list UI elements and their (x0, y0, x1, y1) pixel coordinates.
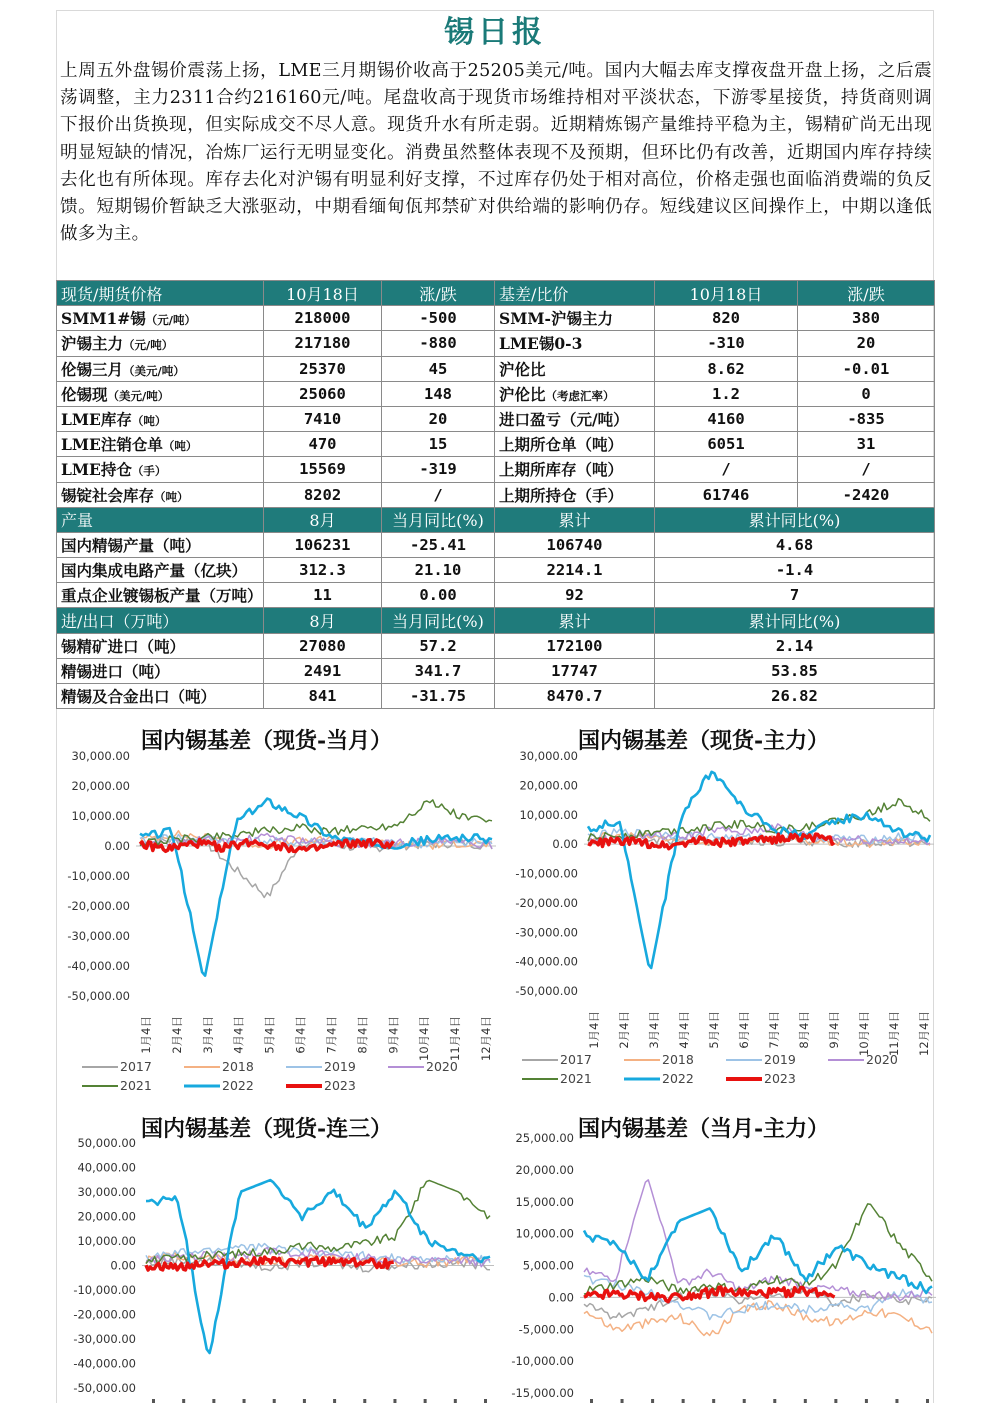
basis-label-text: SMM-沪锡主力 (499, 309, 613, 329)
trade-label-text: 锡精矿进口（吨） (61, 636, 186, 656)
basis-label-text: 沪伦比 (499, 359, 546, 379)
basis-change: / (798, 457, 935, 482)
chart-svg (56, 1108, 496, 1403)
basis-label (495, 432, 655, 457)
y-tick-label: -20,000.00 (515, 895, 578, 910)
x-tick-label: 7月4日 (767, 1011, 781, 1049)
y-tick-label: 10,000.00 (519, 807, 578, 822)
series-line-2021 (584, 1204, 932, 1294)
price-header-cell: 基差/比价 (495, 281, 655, 306)
basis-chart (56, 1108, 496, 1403)
price-change: 20 (382, 406, 495, 431)
price-label (57, 306, 264, 331)
basis-label (495, 406, 655, 431)
price-header-cell: 涨/跌 (382, 281, 495, 306)
production-header-row (57, 507, 935, 532)
price-value: 15569 (264, 457, 382, 482)
production-cumulative-yoy: -1.4 (655, 558, 935, 583)
production-month: 11 (264, 583, 382, 608)
trade-cumulative: 172100 (495, 633, 655, 658)
price-header-cell: 10月18日 (655, 281, 798, 306)
x-tick-label: 5月4日 (707, 1011, 721, 1049)
price-label (57, 331, 264, 356)
x-tick-mark (926, 1399, 929, 1403)
legend-label: 2018 (662, 1052, 694, 1067)
y-tick-label: -10,000.00 (515, 866, 578, 881)
production-yoy: 0.00 (382, 583, 495, 608)
y-tick-label: -30,000.00 (67, 929, 130, 943)
basis-label-text: 进口盈亏（元/吨） (499, 410, 629, 430)
trade-label-text: 精锡及合金出口（吨） (61, 687, 217, 707)
trade-header-row (57, 608, 935, 633)
x-tick-mark (773, 1399, 776, 1403)
y-tick-label: -50,000.00 (515, 984, 578, 998)
trade-label (57, 658, 264, 683)
trade-header-cell: 当月同比(%) (382, 608, 495, 633)
price-value: 7410 (264, 406, 382, 431)
basis-label (495, 482, 655, 507)
chart-title: 国内锡基差（现货-连三） (141, 1116, 393, 1142)
price-value: 25060 (264, 381, 382, 406)
x-tick-label: 10月4日 (417, 1016, 432, 1061)
table-row (57, 583, 935, 608)
trade-label (57, 684, 264, 709)
y-tick-label: 0.00 (104, 839, 130, 853)
x-tick-mark (834, 1399, 837, 1403)
trade-yoy: 57.2 (382, 633, 495, 658)
table-row (57, 684, 935, 709)
x-tick-mark (212, 1399, 215, 1403)
x-tick-label: 1月4日 (139, 1016, 153, 1054)
x-tick-label: 10月4日 (857, 1011, 871, 1056)
x-tick-label: 4月4日 (231, 1016, 246, 1054)
x-tick-mark (804, 1399, 807, 1403)
report-title: 锡日报 (444, 15, 546, 50)
price-change: / (382, 482, 495, 507)
x-tick-mark (895, 1399, 898, 1403)
price-label-unit: （美元/吨） (107, 388, 170, 403)
chart-title: 国内锡基差（现货-主力） (578, 728, 830, 754)
production-label-text: 国内精锡产量（吨） (61, 535, 201, 555)
trade-header-cell: 累计 (495, 608, 655, 633)
production-cumulative: 92 (495, 583, 655, 608)
price-label-text: 伦锡现 (61, 384, 108, 404)
y-tick-label: -40,000.00 (73, 1356, 136, 1371)
x-tick-mark (363, 1399, 366, 1403)
table-row (57, 356, 935, 381)
price-value: 470 (264, 432, 382, 457)
basis-label (495, 331, 655, 356)
y-tick-label: -50,000.00 (67, 989, 130, 1003)
price-label (57, 356, 264, 381)
y-tick-label: 50,000.00 (77, 1136, 136, 1150)
price-header-cell: 现货/期货价格 (57, 281, 264, 306)
trade-cumulative: 8470.7 (495, 684, 655, 709)
x-tick-label: 8月4日 (797, 1011, 811, 1049)
trade-yoy: 341.7 (382, 658, 495, 683)
legend-label: 2017 (120, 1059, 152, 1074)
price-label-text: 沪锡主力 (61, 334, 124, 354)
legend-label: 2020 (866, 1052, 898, 1067)
price-label-text: 伦锡三月 (61, 359, 124, 379)
table-row (57, 381, 935, 406)
price-value: 25370 (264, 356, 382, 381)
price-label-unit: （美元/吨） (123, 363, 185, 378)
basis-change: -2420 (798, 482, 935, 507)
production-header-cell: 当月同比(%) (382, 507, 495, 532)
trade-month: 2491 (264, 658, 382, 683)
x-tick-label: 2月4日 (169, 1016, 184, 1054)
table-row (57, 633, 935, 658)
price-change: -880 (382, 331, 495, 356)
y-tick-label: 20,000.00 (515, 1162, 574, 1177)
trade-month: 27080 (264, 633, 382, 658)
market-summary: 上周五外盘锡价震荡上扬，LME三月期锡价收高于25205美元/吨。国内大幅去库支撑夜盘开盘上扬，之后震荡调整，主力2311合约216160元/吨。尾盘收高于现货市场维持相对平淡状态，下游零星接货，持货商则调下报价出货换现，但实际成交不尽人意。现货升水有所走弱。近期精炼锡产量维持平稳为主，锡精矿尚无出现明显短缺的情况，冶炼厂运行无明显变化。消费虽然整体表现不及预期，但环比仍有改善，近期国内库存持续去化也有所体现。库存去化对沪锡有明显利好支撑，不过库存仍处于相对高位，价格走强也面临消费端的负反馈。短期锡价暂缺乏大涨驱动，中期看缅甸佤邦禁矿对供给端的影响仍存。短线建议区间操作上，中期以逢低做多为主。 (60, 61, 932, 245)
basis-value: 6051 (655, 432, 798, 457)
production-month: 312.3 (264, 558, 382, 583)
y-tick-label: -30,000.00 (515, 925, 578, 940)
x-tick-mark (865, 1399, 868, 1403)
price-change: -500 (382, 306, 495, 331)
chart-svg (496, 1108, 936, 1403)
price-label-text: 锡锭社会库存 (61, 485, 155, 505)
production-header-cell: 累计同比(%) (655, 507, 935, 532)
trade-label-text: 精锡进口（吨） (61, 661, 170, 681)
y-tick-label: -5,000.00 (518, 1322, 574, 1337)
legend-label: 2023 (764, 1071, 796, 1086)
chart-title: 国内锡基差（当月-主力） (578, 1116, 830, 1142)
x-tick-mark (424, 1399, 427, 1403)
y-tick-label: 0.00 (552, 837, 578, 852)
price-label-text: SMM1#锡 (61, 309, 146, 329)
price-change: 148 (382, 381, 495, 406)
trade-header-cell: 进/出口（万吨） (57, 608, 264, 633)
basis-value: / (655, 457, 798, 482)
production-label-text: 国内集成电路产量（亿块） (61, 561, 248, 581)
y-tick-label: 20,000.00 (519, 778, 578, 793)
x-tick-label: 4月4日 (677, 1011, 691, 1049)
table-row (57, 457, 935, 482)
price-label-unit: （元/吨） (145, 313, 196, 328)
x-tick-label: 5月4日 (262, 1016, 277, 1054)
table-row (57, 406, 935, 431)
production-label (57, 583, 264, 608)
y-tick-label: -50,000.00 (73, 1381, 136, 1395)
legend-label: 2018 (222, 1059, 254, 1074)
price-label (57, 457, 264, 482)
x-tick-mark (182, 1399, 185, 1403)
legend-label: 2017 (560, 1052, 592, 1067)
price-label (57, 482, 264, 507)
table-row (57, 331, 935, 356)
x-tick-mark (243, 1399, 246, 1403)
legend-label: 2019 (324, 1059, 356, 1074)
x-tick-label: 7月4日 (324, 1016, 339, 1054)
x-tick-label: 2月4日 (617, 1011, 631, 1049)
legend-label: 2023 (324, 1078, 356, 1093)
production-yoy: -25.41 (382, 532, 495, 557)
trade-yoy: -31.75 (382, 684, 495, 709)
y-tick-label: 40,000.00 (77, 1160, 136, 1175)
basis-chart (496, 1108, 936, 1403)
price-label (57, 406, 264, 431)
y-tick-label: -30,000.00 (73, 1332, 136, 1346)
trade-cumulative: 17747 (495, 658, 655, 683)
trade-header-cell: 8月 (264, 608, 382, 633)
y-tick-label: -10,000.00 (511, 1354, 574, 1369)
trade-month: 841 (264, 684, 382, 709)
production-cumulative-yoy: 4.68 (655, 532, 935, 557)
y-tick-label: -40,000.00 (67, 959, 130, 973)
basis-chart (56, 718, 496, 1100)
x-tick-mark (152, 1399, 155, 1403)
price-header-row (57, 281, 935, 306)
basis-label (495, 306, 655, 331)
x-tick-mark (651, 1399, 654, 1403)
x-tick-label: 12月4日 (917, 1011, 931, 1056)
y-tick-label: -10,000.00 (73, 1283, 136, 1297)
basis-label (495, 381, 655, 406)
x-tick-mark (393, 1399, 396, 1403)
basis-label-text: 上期所库存（吨） (499, 460, 624, 480)
y-tick-label: 0.00 (548, 1290, 574, 1305)
y-tick-label: 15,000.00 (515, 1194, 574, 1209)
y-tick-label: -40,000.00 (515, 954, 578, 969)
table-row (57, 658, 935, 683)
y-tick-label: -20,000.00 (73, 1307, 136, 1322)
x-tick-label: 11月4日 (448, 1016, 463, 1061)
production-cumulative-yoy: 7 (655, 583, 935, 608)
basis-change: 31 (798, 432, 935, 457)
table-row (57, 532, 935, 557)
x-tick-label: 11月4日 (887, 1011, 901, 1056)
legend-label: 2021 (560, 1071, 592, 1086)
trade-cumulative-yoy: 53.85 (655, 658, 935, 683)
price-label-unit: （吨） (131, 414, 167, 429)
price-label-unit: （手） (131, 464, 167, 479)
x-tick-label: 1月4日 (587, 1011, 601, 1049)
basis-label (495, 457, 655, 482)
x-tick-mark (682, 1399, 685, 1403)
production-label (57, 532, 264, 557)
basis-label-text: 上期所仓单（吨） (499, 435, 624, 455)
price-header-cell: 10月18日 (264, 281, 382, 306)
x-tick-label: 6月4日 (293, 1016, 308, 1054)
basis-label (495, 356, 655, 381)
production-month: 106231 (264, 532, 382, 557)
legend-label: 2020 (426, 1059, 458, 1074)
basis-change: -0.01 (798, 356, 935, 381)
x-tick-mark (484, 1399, 487, 1403)
price-label (57, 381, 264, 406)
x-tick-mark (743, 1399, 746, 1403)
trade-header-cell: 累计同比(%) (655, 608, 935, 633)
x-tick-label: 3月4日 (647, 1011, 661, 1049)
production-yoy: 21.10 (382, 558, 495, 583)
price-change: 45 (382, 356, 495, 381)
basis-value: 8.62 (655, 356, 798, 381)
x-tick-mark (590, 1399, 593, 1403)
price-label-unit: （吨） (162, 439, 198, 454)
price-change: -319 (382, 457, 495, 482)
price-value: 8202 (264, 482, 382, 507)
x-tick-mark (621, 1399, 624, 1403)
table-row (57, 482, 935, 507)
x-tick-label: 3月4日 (200, 1016, 215, 1054)
x-tick-label: 8月4日 (355, 1016, 370, 1054)
basis-value: 820 (655, 306, 798, 331)
price-label (57, 432, 264, 457)
basis-label-text: 上期所持仓（手） (499, 485, 624, 505)
production-header-cell: 产量 (57, 507, 264, 532)
production-cumulative: 2214.1 (495, 558, 655, 583)
legend-label: 2021 (120, 1078, 152, 1093)
chart-title: 国内锡基差（现货-当月） (141, 728, 393, 754)
y-tick-label: 25,000.00 (515, 1131, 574, 1145)
basis-chart (496, 718, 936, 1100)
basis-change: 0 (798, 381, 935, 406)
price-change: 15 (382, 432, 495, 457)
basis-value: 1.2 (655, 381, 798, 406)
data-table (56, 280, 935, 709)
basis-change: 20 (798, 331, 935, 356)
chart-svg (496, 718, 936, 1100)
x-tick-label: 6月4日 (737, 1011, 751, 1049)
price-label-unit: （吨） (154, 489, 189, 504)
series-line-2021 (146, 1181, 490, 1264)
basis-label-text: LME锡0-3 (499, 334, 583, 354)
x-tick-mark (303, 1399, 306, 1403)
trade-cumulative-yoy: 2.14 (655, 633, 935, 658)
y-tick-label: -20,000.00 (67, 899, 130, 913)
production-label (57, 558, 264, 583)
x-tick-mark (333, 1399, 336, 1403)
y-tick-label: 30,000.00 (77, 1185, 136, 1199)
series-line-2022 (588, 772, 930, 968)
legend-label: 2022 (222, 1078, 254, 1093)
y-tick-label: 30,000.00 (71, 749, 130, 763)
price-label-text: LME注销仓单 (61, 435, 163, 455)
trade-label (57, 633, 264, 658)
x-tick-mark (712, 1399, 715, 1403)
production-header-cell: 累计 (495, 507, 655, 532)
price-value: 218000 (264, 306, 382, 331)
production-header-cell: 8月 (264, 507, 382, 532)
price-label-text: LME库存 (61, 410, 132, 430)
series-line-2022 (140, 799, 492, 976)
x-tick-label: 9月4日 (827, 1011, 841, 1049)
x-tick-mark (454, 1399, 457, 1403)
production-cumulative: 106740 (495, 532, 655, 557)
y-tick-label: 10,000.00 (77, 1234, 136, 1248)
series-line-2023 (140, 839, 393, 851)
y-tick-label: 10,000.00 (515, 1226, 574, 1241)
table-row (57, 432, 935, 457)
y-tick-label: 20,000.00 (71, 779, 130, 793)
table-row (57, 306, 935, 331)
basis-change: -835 (798, 406, 935, 431)
legend-label: 2019 (764, 1052, 796, 1067)
y-tick-label: -15,000.00 (511, 1386, 574, 1400)
production-label-text: 重点企业镀锡板产量（万吨） (61, 586, 263, 606)
price-label-text: LME持仓 (61, 460, 132, 480)
basis-change: 380 (798, 306, 935, 331)
price-header-cell: 涨/跌 (798, 281, 935, 306)
y-tick-label: 5,000.00 (522, 1258, 574, 1273)
y-tick-label: 10,000.00 (71, 809, 130, 823)
price-label-unit: （元/吨） (123, 338, 174, 353)
basis-label-unit: （考虑汇率） (545, 388, 615, 403)
legend-label: 2022 (662, 1071, 694, 1086)
basis-value: 4160 (655, 406, 798, 431)
basis-value: -310 (655, 331, 798, 356)
x-tick-mark (273, 1399, 276, 1403)
price-value: 217180 (264, 331, 382, 356)
y-tick-label: 20,000.00 (77, 1209, 136, 1224)
chart-svg (56, 718, 496, 1100)
y-tick-label: 30,000.00 (519, 749, 578, 763)
table-row (57, 558, 935, 583)
y-tick-label: 0.00 (110, 1258, 136, 1273)
basis-label-text: 沪伦比 (499, 384, 546, 404)
trade-cumulative-yoy: 26.82 (655, 684, 935, 709)
basis-value: 61746 (655, 482, 798, 507)
y-tick-label: -10,000.00 (67, 869, 130, 883)
x-tick-label: 9月4日 (386, 1016, 401, 1054)
x-tick-label: 12月4日 (479, 1016, 493, 1061)
